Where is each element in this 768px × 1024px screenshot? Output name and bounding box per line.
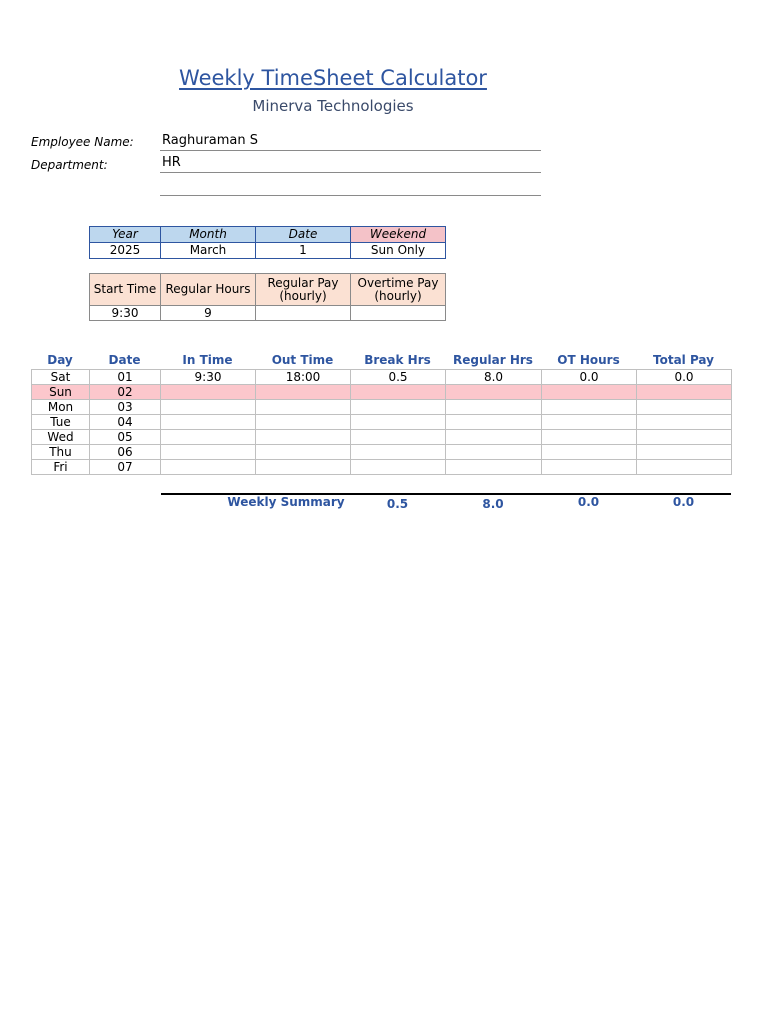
total-pay-cell bbox=[637, 400, 732, 415]
total-pay-cell bbox=[637, 460, 732, 475]
day-cell: Thu bbox=[32, 445, 90, 460]
department-field[interactable]: HR bbox=[160, 155, 541, 173]
out-time-cell[interactable] bbox=[256, 445, 351, 460]
settings-table bbox=[89, 226, 446, 259]
day-cell: Wed bbox=[32, 430, 90, 445]
regular-hrs-cell bbox=[446, 415, 542, 430]
ot-hours-cell bbox=[542, 400, 637, 415]
col-out-time-header: Out Time bbox=[271, 353, 334, 367]
col-regular-hrs-header: Regular Hrs bbox=[453, 353, 533, 367]
table-row bbox=[32, 460, 732, 475]
col-total-pay-header: Total Pay bbox=[653, 353, 714, 367]
table-row bbox=[32, 370, 732, 385]
ot-hours-cell bbox=[542, 460, 637, 475]
out-time-cell[interactable] bbox=[256, 415, 351, 430]
day-cell: Sun bbox=[32, 385, 90, 400]
table-row bbox=[32, 415, 732, 430]
break-hrs-cell[interactable] bbox=[351, 385, 446, 400]
overtime-pay-value[interactable] bbox=[351, 306, 446, 321]
date-header: Date bbox=[256, 227, 351, 243]
regular-pay-value[interactable] bbox=[256, 306, 351, 321]
date-cell: 03 bbox=[90, 400, 161, 415]
break-hrs-cell[interactable] bbox=[351, 415, 446, 430]
out-time-cell[interactable] bbox=[256, 430, 351, 445]
total-pay-cell bbox=[637, 430, 732, 445]
weekend-value[interactable]: Sun Only bbox=[351, 243, 446, 259]
date-cell: 01 bbox=[90, 370, 161, 385]
extra-field[interactable] bbox=[160, 178, 541, 196]
regular-hrs-cell bbox=[446, 445, 542, 460]
break-hrs-cell[interactable] bbox=[351, 400, 446, 415]
month-value[interactable]: March bbox=[161, 243, 256, 259]
break-hrs-cell[interactable]: 0.5 bbox=[351, 370, 446, 385]
ot-hours-cell bbox=[542, 430, 637, 445]
ot-hours-cell bbox=[542, 385, 637, 400]
out-time-cell[interactable]: 18:00 bbox=[256, 370, 351, 385]
summary-ot-hours: 0.0 bbox=[577, 495, 600, 509]
date-cell: 02 bbox=[90, 385, 161, 400]
date-cell: 07 bbox=[90, 460, 161, 475]
break-hrs-cell[interactable] bbox=[351, 460, 446, 475]
col-in-time-header: In Time bbox=[182, 353, 233, 367]
regular-hrs-cell bbox=[446, 400, 542, 415]
in-time-cell[interactable] bbox=[161, 415, 256, 430]
col-day-header: Day bbox=[47, 353, 73, 367]
in-time-cell[interactable] bbox=[161, 460, 256, 475]
col-ot-hours-header: OT Hours bbox=[557, 353, 620, 367]
overtime-pay-header: Overtime Pay (hourly) bbox=[351, 274, 446, 306]
date-cell: 04 bbox=[90, 415, 161, 430]
regular-hrs-cell: 8.0 bbox=[446, 370, 542, 385]
regular-pay-header: Regular Pay (hourly) bbox=[256, 274, 351, 306]
ot-hours-cell bbox=[542, 415, 637, 430]
regular-hours-value[interactable]: 9 bbox=[161, 306, 256, 321]
table-row-weekend bbox=[32, 385, 732, 400]
ot-hours-cell: 0.0 bbox=[542, 370, 637, 385]
summary-break-hrs: 0.5 bbox=[386, 497, 409, 511]
ot-hours-cell bbox=[542, 445, 637, 460]
in-time-cell[interactable]: 9:30 bbox=[161, 370, 256, 385]
out-time-cell[interactable] bbox=[256, 400, 351, 415]
weekend-header: Weekend bbox=[351, 227, 446, 243]
company-name: Minerva Technologies bbox=[252, 97, 414, 115]
employee-name-field[interactable]: Raghuraman S bbox=[160, 133, 541, 151]
total-pay-cell bbox=[637, 445, 732, 460]
department-label: Department: bbox=[31, 158, 108, 172]
regular-hrs-cell bbox=[446, 460, 542, 475]
summary-regular-hrs: 8.0 bbox=[482, 497, 504, 511]
table-row bbox=[32, 400, 732, 415]
page-title: Weekly TimeSheet Calculator bbox=[179, 66, 487, 90]
out-time-cell[interactable] bbox=[256, 460, 351, 475]
break-hrs-cell[interactable] bbox=[351, 430, 446, 445]
timesheet-table bbox=[31, 369, 732, 475]
day-cell: Sat bbox=[32, 370, 90, 385]
in-time-cell[interactable] bbox=[161, 400, 256, 415]
col-break-hrs-header: Break Hrs bbox=[364, 353, 431, 367]
regular-hrs-cell bbox=[446, 430, 542, 445]
summary-total-pay: 0.0 bbox=[672, 495, 695, 509]
col-date-header: Date bbox=[108, 353, 141, 367]
weekly-summary-label: Weekly Summary bbox=[227, 495, 345, 509]
table-row bbox=[32, 445, 732, 460]
table-row bbox=[32, 430, 732, 445]
regular-hrs-cell bbox=[446, 385, 542, 400]
in-time-cell[interactable] bbox=[161, 385, 256, 400]
day-cell: Tue bbox=[32, 415, 90, 430]
date-cell: 06 bbox=[90, 445, 161, 460]
total-pay-cell bbox=[637, 415, 732, 430]
break-hrs-cell[interactable] bbox=[351, 445, 446, 460]
year-value[interactable]: 2025 bbox=[90, 243, 161, 259]
month-header: Month bbox=[161, 227, 256, 243]
year-header: Year bbox=[90, 227, 161, 243]
in-time-cell[interactable] bbox=[161, 445, 256, 460]
day-cell: Fri bbox=[32, 460, 90, 475]
regular-hours-header: Regular Hours bbox=[161, 274, 256, 306]
in-time-cell[interactable] bbox=[161, 430, 256, 445]
start-time-header: Start Time bbox=[90, 274, 161, 306]
employee-name-label: Employee Name: bbox=[31, 135, 134, 149]
pay-table bbox=[89, 273, 446, 321]
day-cell: Mon bbox=[32, 400, 90, 415]
date-value[interactable]: 1 bbox=[256, 243, 351, 259]
date-cell: 05 bbox=[90, 430, 161, 445]
out-time-cell[interactable] bbox=[256, 385, 351, 400]
total-pay-cell bbox=[637, 385, 732, 400]
start-time-value[interactable]: 9:30 bbox=[90, 306, 161, 321]
total-pay-cell: 0.0 bbox=[637, 370, 732, 385]
